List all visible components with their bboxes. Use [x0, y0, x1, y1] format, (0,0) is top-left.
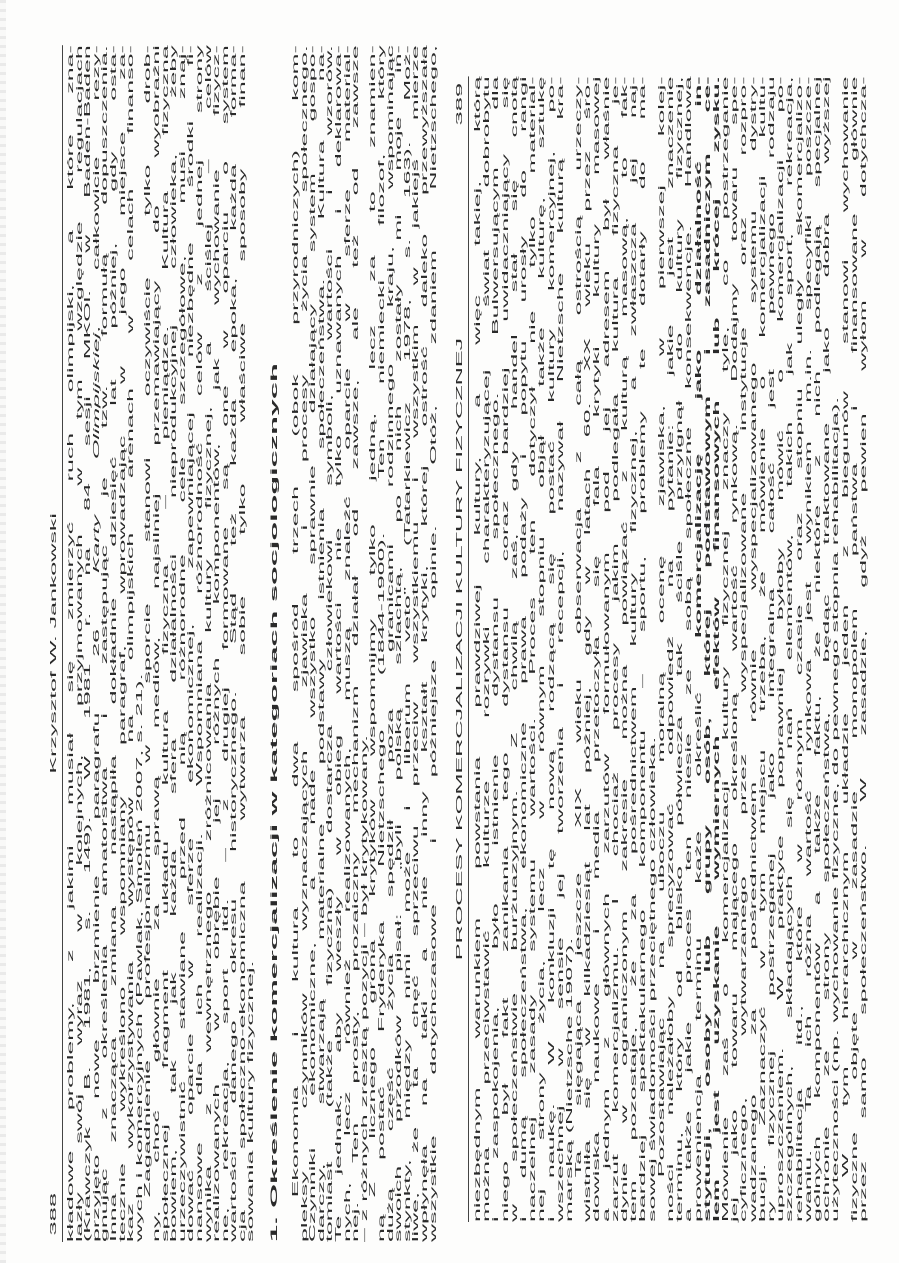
- text-line: kaz wykorzystywania występów na olimpijskich arenach w celach finanso-: [126, 45, 136, 1243]
- text-line: Czynniki ekonomiczne, a nade wszystko sprawnie działający system gospo-: [308, 45, 318, 1243]
- text-line: fizyczne objęte w zasadzie monopolem państwa i finansowane głównie: [849, 76, 859, 1222]
- page-header: [452, 76, 469, 1222]
- left-page: [46, 45, 438, 1242]
- text-line: w społeczeństwie burżuazyjnym. Z chwilą zaś, gdy handel stał się cnotą: [509, 76, 519, 1222]
- text-line: kładowe problemy, z jakimi musiał się zmierzyć ruch olimpijski, a które zna-: [66, 45, 75, 1243]
- text-line: naczelnej zasady systemu wartości. Proces ten dotyczył nie tylko material-: [528, 76, 538, 1222]
- text-line: waniu. Ta ich różna wartość rynkowa jest wynikiem m.in. specyfiki poszcze-: [803, 76, 813, 1222]
- text-line: ną postać Fryderyka Nietzschego (1844-1900). Ten niemiecki filozof, który: [377, 45, 386, 1243]
- text-line: szczególnych, składających się nań elementów, takich jak sport, rekreacja,: [785, 76, 795, 1222]
- text-line: przez samo społeczeństwo. W zasadzie, gdyż pewien wyłom w dotychcza-: [858, 76, 868, 1222]
- section-heading: 1. Określenie komercjalizacji w kategoriach socjologicznych: [269, 363, 281, 1242]
- text-line: wych i komercyjnych (Pawlak, Smoleń 2007, s. 21).: [134, 673, 144, 1242]
- text-line: i naukę. W konkluzji tę nową rodzącą się postać kultury komercyjnej, po-: [546, 76, 556, 1222]
- page-number: 389: [455, 82, 464, 126]
- text-line: użyteczności (np. wychowanie fizyczne, do pewnego stopnia rehabilitacja).: [831, 396, 841, 1222]
- text-line: dować oparcie w sferze ekonomicznej, zapewniającej niezbędne środki fi-: [186, 45, 196, 1243]
- text-segment: przyjęto nowe brzmienie paragrafu 26: [91, 573, 101, 1242]
- text-line: i dumą społeczeństwa, ekonomiczne prawa podaży i popytu urosły do rangi: [518, 76, 528, 1222]
- text-line: niego był fakt zanikania tego dystansu coraz bardziej uwidaczniający się: [500, 76, 510, 1222]
- text-line: ne, rekreacja, sport itd. – z drugiej formowane są one w oparciu o system: [220, 45, 230, 1243]
- text-line: – z różnych zresztą pozycji – był krytykowany.: [359, 734, 369, 1242]
- text-line: urzeczywistnić stawiane przed nią różnorodne cele szczegółowe, musi znaj-: [177, 45, 187, 1243]
- text-line: Z licznego grona krytyków wspomnijmy tylko jedną, lecz za to znamien-: [368, 45, 378, 1198]
- text-line: wistniła się w kilkadziesiąt lat później, gdy w latach 60. XX wieku przez śro-: [583, 76, 593, 1222]
- text-line: nych, lecz również realizowanych, muszą znaleźć oparcie w sferze material-: [342, 45, 352, 1243]
- text-line: swoich przodków pisał: „byli polską szlachtą, po nich zostały mi moje in-: [394, 45, 404, 1243]
- paragraph: [67, 45, 144, 1242]
- text-line: zarzut komercjalizmu. I chociaż procesy jakim podlegała kultura fizyczna je-: [610, 76, 620, 1222]
- page-body: [473, 76, 868, 1222]
- page-number: 388: [49, 1192, 58, 1236]
- text-line: sowania kultury fizycznej.: [246, 960, 256, 1242]
- scan-edge-artifact: [0, 0, 6, 1263]
- text-line: jej jako towaru mającego określoną wartość rynkową. Dodajmy towaru spe-: [730, 76, 740, 1222]
- right-page: [452, 76, 868, 1222]
- text-line: tomiast (także fizyczna) dostarcza człowiekowi symboli, wartości i wzorów.: [325, 45, 335, 1243]
- text-line: Ta sięgająca jeszcze XIX wieku obserwacja z całą ostrością urzeczy-: [574, 76, 584, 1178]
- text-line: gnując z określenia amatorstwa i zastępując je tzw. formułą dopuszczenia.: [100, 45, 110, 1243]
- text-line: uproszczeniem. W praktyce poprawniej byłoby mówić o komercjalizacji po-: [776, 76, 786, 1222]
- text-line: [703, 76, 712, 1222]
- text-line: Inna znacząca zmiana nastąpiła dokładnie dziesięć lat później, gdy osta-: [108, 45, 118, 1243]
- bold-text: komercjalizację jako działalność in-: [693, 76, 703, 639]
- text-line: ry fizycznej postrzeganej jako integralna całość jest pewnego rodzaju: [767, 76, 776, 1222]
- text-line: i zaspokojenia, było istnienie dystansu społecznego. Bulwersującym dla: [491, 76, 501, 1222]
- paragraph: [292, 45, 369, 1242]
- text-line: rehabilitacja itd., które w różnym czasie oraz stopniu uległy skomercjalizo-: [794, 76, 804, 1222]
- bold-text: lem jest uzyskanie wymiernych efektów finansowych lub krócej zysku.: [711, 76, 721, 1222]
- text-line: bowiem, tak jak każda sfera działalności nieprodukcyjnej człowieka, żeby: [169, 45, 179, 1243]
- text-line: Zagadnienie profesjonalizmu w sporcie stanowi oczywiście tylko drob-: [143, 45, 153, 1198]
- paragraph: [144, 45, 256, 1242]
- text-line: bucji. Zaznaczyć w tym miejscu trzeba, że mówienie o komercjalizacji kultu-: [757, 76, 767, 1222]
- text-line: Pozostawiając na uboczu moralną ocenę zjawiska, w pierwszej kolej-: [656, 76, 666, 1178]
- text-line: ochronie ze strony społeczeństwa, będąc traktowane jako dobra wyższej: [822, 76, 832, 1222]
- text-line: gólnych komponentów a także faktu, że niektóre z nich podlegają specjalnej: [812, 76, 822, 1222]
- text-line: a także jakie proces ten niesie ze sobą społeczne konsekwencje. Handlowa: [684, 76, 694, 1222]
- text-line: niezbędnym warunkiem powstania prawdziwej kultury, a więc takiej, którą: [473, 76, 482, 1222]
- text-line: nej strony życia, lecz w równym stopniu objął także kulturę, sztukę: [537, 76, 547, 1222]
- text-line: społecznej fragment układu kultura fizyczna – pieniądze. Kultura fizyczna: [160, 45, 170, 1243]
- text-line: pleksy czynników wyznaczających zjawiska i procesy życia społecznego.: [299, 45, 309, 1243]
- text-line: ny, choć głównie za sprawą mediów, najsilniej przemawiający do wyobraźni: [151, 45, 161, 1243]
- text-line: Ekonomia i kultura to dwa spośród trzech (obok przyrodniczych) kom-: [291, 45, 301, 1198]
- text-line: wadzanego za pośrednictwem równie wyspecjalizowanego systemu dystry-: [748, 76, 758, 1222]
- text-line: terminu, który od blisko półwiecza tak ściśle przylgnął do kultury fizycznej,: [675, 76, 685, 1222]
- text-line: (Krawczyk B. 1981, s. 149). W 1981 r. na 84 sesji MKOl. w Baden-Baden: [83, 45, 93, 1243]
- page-header: [46, 45, 63, 1242]
- text-line: dynie w ograniczonym zakresie można powiązać z kulturą masową, to fak-: [620, 76, 629, 1222]
- text-line: cyficznego, wytwarzanego przez wyspecjalizowane instytucje oraz rozpro-: [739, 76, 749, 1222]
- paragraph: [473, 76, 574, 1222]
- text-line: tecznie wykreślono wspomniany paragraf, wprowadzając w jego miejsce za-: [117, 45, 127, 1243]
- text-line: wartości danego okresu historycznego. Stąd też każda epoka, każda forma-: [229, 45, 239, 1243]
- text-segment: proweniencja terminu każe określić: [693, 638, 703, 1222]
- paragraph: [574, 76, 657, 1222]
- paragraph: [369, 45, 438, 1242]
- italic-text: Karty Olimpijskiej: [91, 332, 101, 574]
- text-line: stynkty, między nimi może i liberum veto” (Tatarkiewicz 1978, s. 163). Moż-: [402, 45, 412, 1243]
- paragraph: [841, 76, 869, 1222]
- text-line: wszechnej w sensie jej tworzenia i recepcji, nazywał Nietzsche kulturą kra-: [555, 76, 565, 1222]
- text-line: Te jednak, aby weszły w obieg wartości nie tylko uznawanych i deklarowa-: [334, 45, 344, 1243]
- paragraph: [657, 76, 841, 1222]
- page-body: [67, 45, 438, 1242]
- text-line: ności należałoby sprecyzować odpowiedź na pytanie: jakie jest znaczenie: [665, 76, 675, 1222]
- text-line: lazły swój wyraz w kolejnych, przyjmowanych w tym względzie regulacjach: [74, 45, 84, 1243]
- text-line: Mówienie zaś o komercjalizacji kultury fizycznej znaczy tyle, co postrzeganie: [721, 76, 731, 1222]
- running-head-author: Krzysztof W. Jankowski: [49, 513, 58, 774]
- text-line: tem pozostaje, że za pośrednictwem kultury fizycznej, a zwłaszcza jej naj-: [629, 76, 639, 1222]
- text-line: realizowanych w obrębie jej różnych komponentów, jak wychowanie fizycz-: [212, 45, 222, 1243]
- text-line: nej. Ten prosty, prozaiczny mechanizm działał od zawsze, ale też od zawsze: [351, 45, 361, 1243]
- text-line: darczy, stwarzają materialne podstawy istnienia społeczeństwa. Kultura na-: [316, 45, 326, 1243]
- text-line: wynika z wewnętrznego zróżnicowania kultury fizycznej, a ściślej – celów: [203, 45, 213, 1243]
- text-line: można przeciwstawić kulturze rozrywki charakteryzującej świat dobrobytu: [482, 76, 492, 1222]
- text-line: W tym hierarchicznym układzie jeden z biegunów stanowi wychowanie: [840, 76, 850, 1178]
- text-line: sowej świadomości przeciętnego człowieka.: [647, 736, 657, 1222]
- text-line: dowiska naukowe i media przetoczyła się fala krytyki kultury masowej: [592, 76, 602, 1222]
- text-line: nansowe dla ich realizacji. Wspomniana różnorodność celów z jednej strony: [194, 45, 204, 1243]
- text-line: marską (Nietzsche 1907).: [564, 937, 574, 1222]
- text-line: wpłynęła na taki a nie inny kształt krytyki, której ostrość daleko przewyższała: [419, 45, 429, 1243]
- text-line: cja społeczno-ekonomiczna wytwarza sobie tylko właściwe sposoby finan-: [237, 45, 247, 1243]
- text-segment: , całkowicie rezy-: [91, 45, 101, 333]
- text-line: a jednym z głównych zarzutów formułowanym pod jej adresem był właśnie: [601, 76, 611, 1222]
- text-line: bardziej spektakularnego komponentu – sportu, problemy te dotarły do ma-: [638, 76, 648, 1222]
- running-head-chapter: PROCESY KOMERCJALIZACJI KULTURY FIZYCZNEJ: [455, 338, 464, 961]
- text-line: [694, 76, 703, 1222]
- text-line: [712, 76, 721, 1222]
- text-line: dużą część życia spędził poza granicami rodzinnego kraju, wspominając: [385, 45, 395, 1243]
- text-line: wszystkie dotychczasowe i późniejsze opinie. Otóż, zdaniem Nietzschego,: [428, 45, 438, 1243]
- bold-text: stytucji, osoby lub grupy osób, której podstawowym i zasadniczym ce-: [702, 76, 712, 1222]
- text-line: liwe, że ta chęć sprzeciwu przeciw wszystkiemu i wszystkim w jakiejś mierze: [411, 45, 421, 1243]
